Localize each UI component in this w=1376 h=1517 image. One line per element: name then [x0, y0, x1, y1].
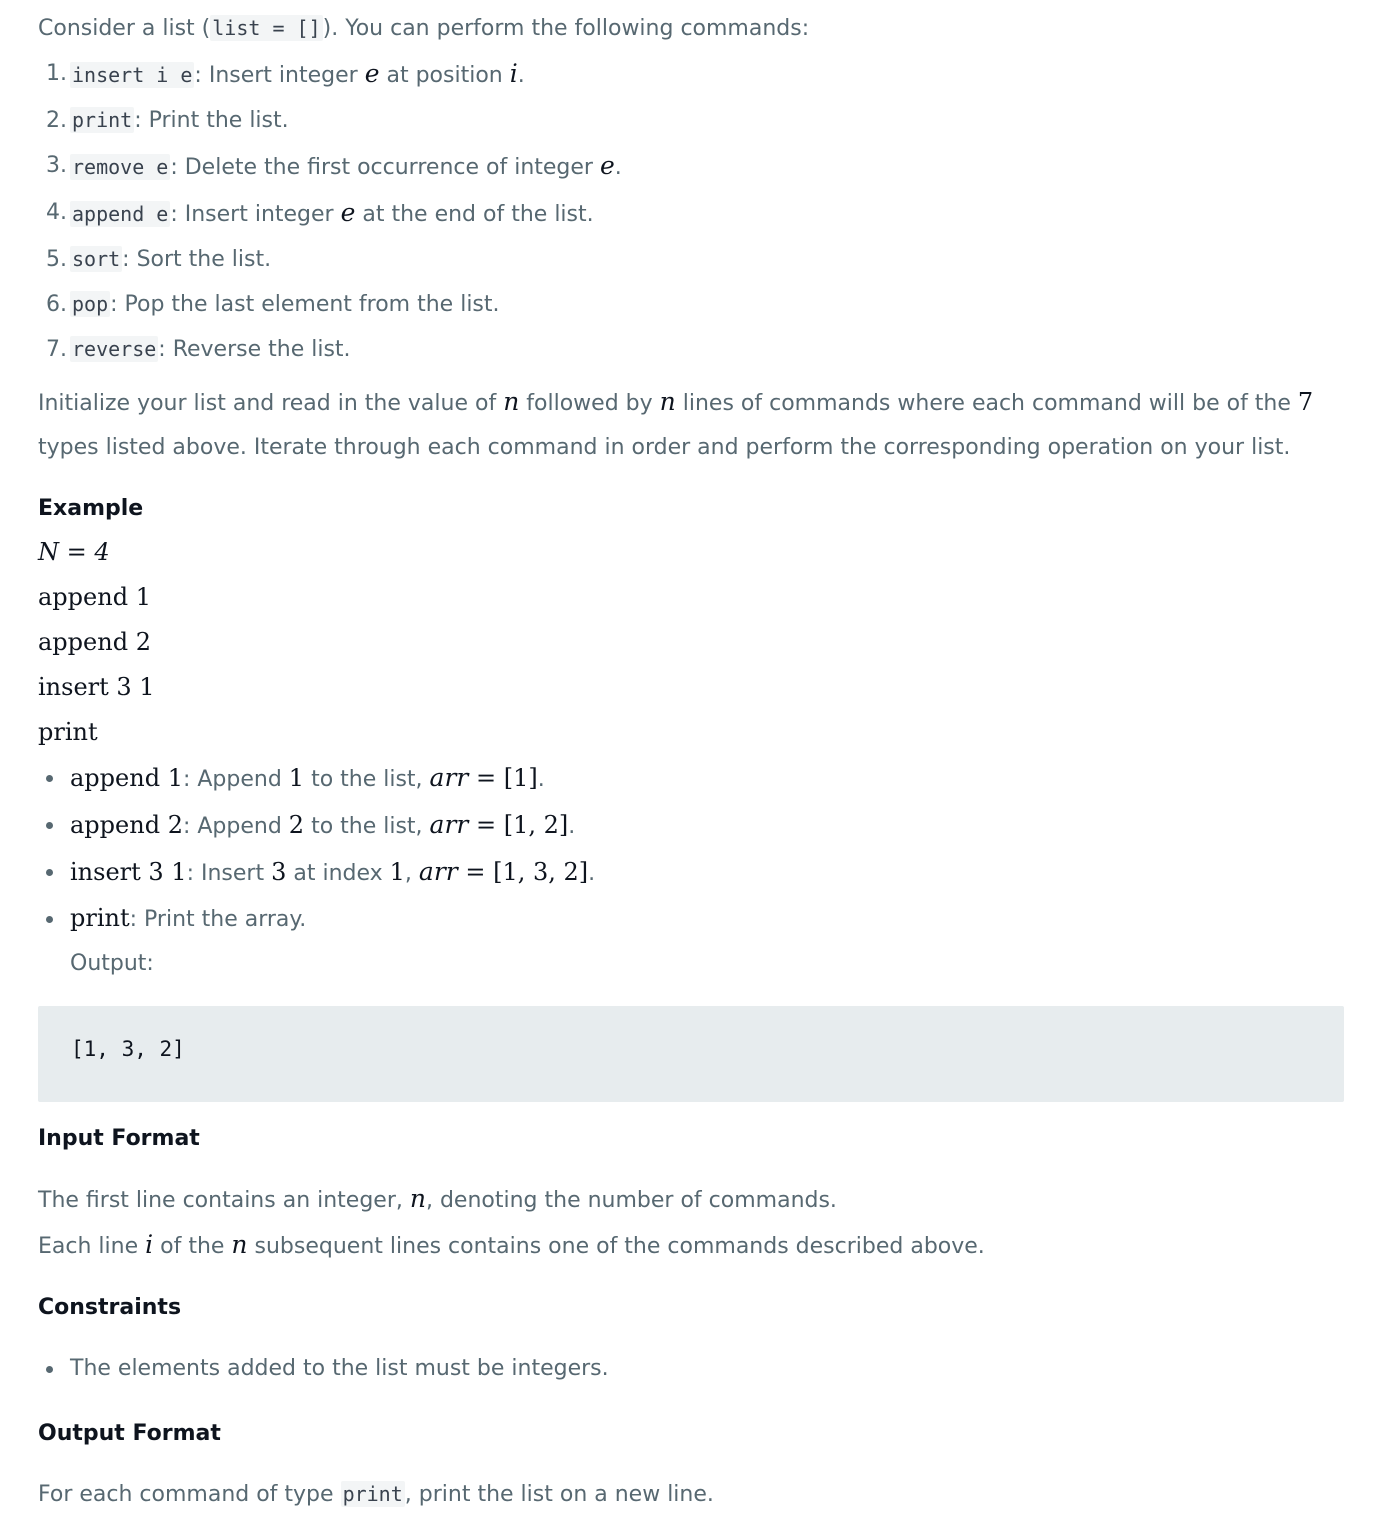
inline-code: remove e [72, 155, 169, 179]
example-line: append 2 [38, 628, 151, 656]
input-format-heading: Input Format [38, 1126, 200, 1151]
list-item: 4. append e: Insert integer e at the end of the list. [46, 198, 594, 227]
inline-code: list = [] [212, 16, 321, 40]
list-item: 1. insert i e: Insert integer e at position i. [46, 59, 525, 88]
example-line: append 1 [38, 583, 151, 611]
output-label: Output: [70, 951, 154, 976]
list-item: print: Print the array. [70, 896, 1344, 942]
list-item: 3. remove e: Delete the first occurrence of integer e. [46, 151, 622, 180]
input-format-line: Each line i of the n subsequent lines contains one of the commands described above. [38, 1230, 985, 1259]
output-format-line: For each command of type print, print the list on a new line. [38, 1482, 714, 1507]
inline-code: print [342, 1482, 403, 1506]
example-steps [38, 755, 1344, 942]
example-heading: Example [38, 496, 144, 521]
list-item: append 1: Append 1 to the list, arr = [1]. [70, 755, 1344, 802]
example-n-line: N = 4 [38, 538, 110, 566]
output-format-heading: Output Format [38, 1421, 221, 1446]
inline-code: sort [72, 247, 121, 271]
list-item: 2. print: Print the list. [46, 108, 289, 133]
list-item: 6. pop: Pop the last element from the list. [46, 292, 500, 317]
example-line: insert 3 1 [38, 673, 155, 701]
init-paragraph: Initialize your list and read in the value of n followed by n lines of commands where each command will be of the 7 types listed above. Iterate through each command in order and perform the corresponding operation on your list. [38, 387, 1314, 460]
list-item: append 2: Append 2 to the list, arr = [1, 2]. [70, 802, 1344, 849]
constraints-heading: Constraints [38, 1295, 182, 1320]
output-code-block: [1, 3, 2] [38, 1006, 1344, 1102]
inline-code: append e [72, 202, 169, 226]
list-item: The elements added to the list must be integers. [70, 1346, 1344, 1391]
inline-code: reverse [72, 337, 157, 361]
example-line: print [38, 718, 98, 746]
list-item: insert 3 1: Insert 3 at index 1, arr = [1, 3, 2]. [70, 849, 1344, 896]
inline-code: insert i e [72, 63, 193, 87]
inline-code: pop [72, 292, 109, 316]
list-item: 5. sort: Sort the list. [46, 247, 272, 272]
command-list [38, 51, 1344, 372]
input-format-line: The first line contains an integer, n, denoting the number of commands. [38, 1184, 837, 1213]
inline-code: print [72, 108, 133, 132]
intro-paragraph: Consider a list ( list = []). You can perform the following commands: [38, 16, 810, 41]
constraints-list [38, 1346, 1344, 1391]
list-item: 7. reverse: Reverse the list. [46, 337, 351, 362]
